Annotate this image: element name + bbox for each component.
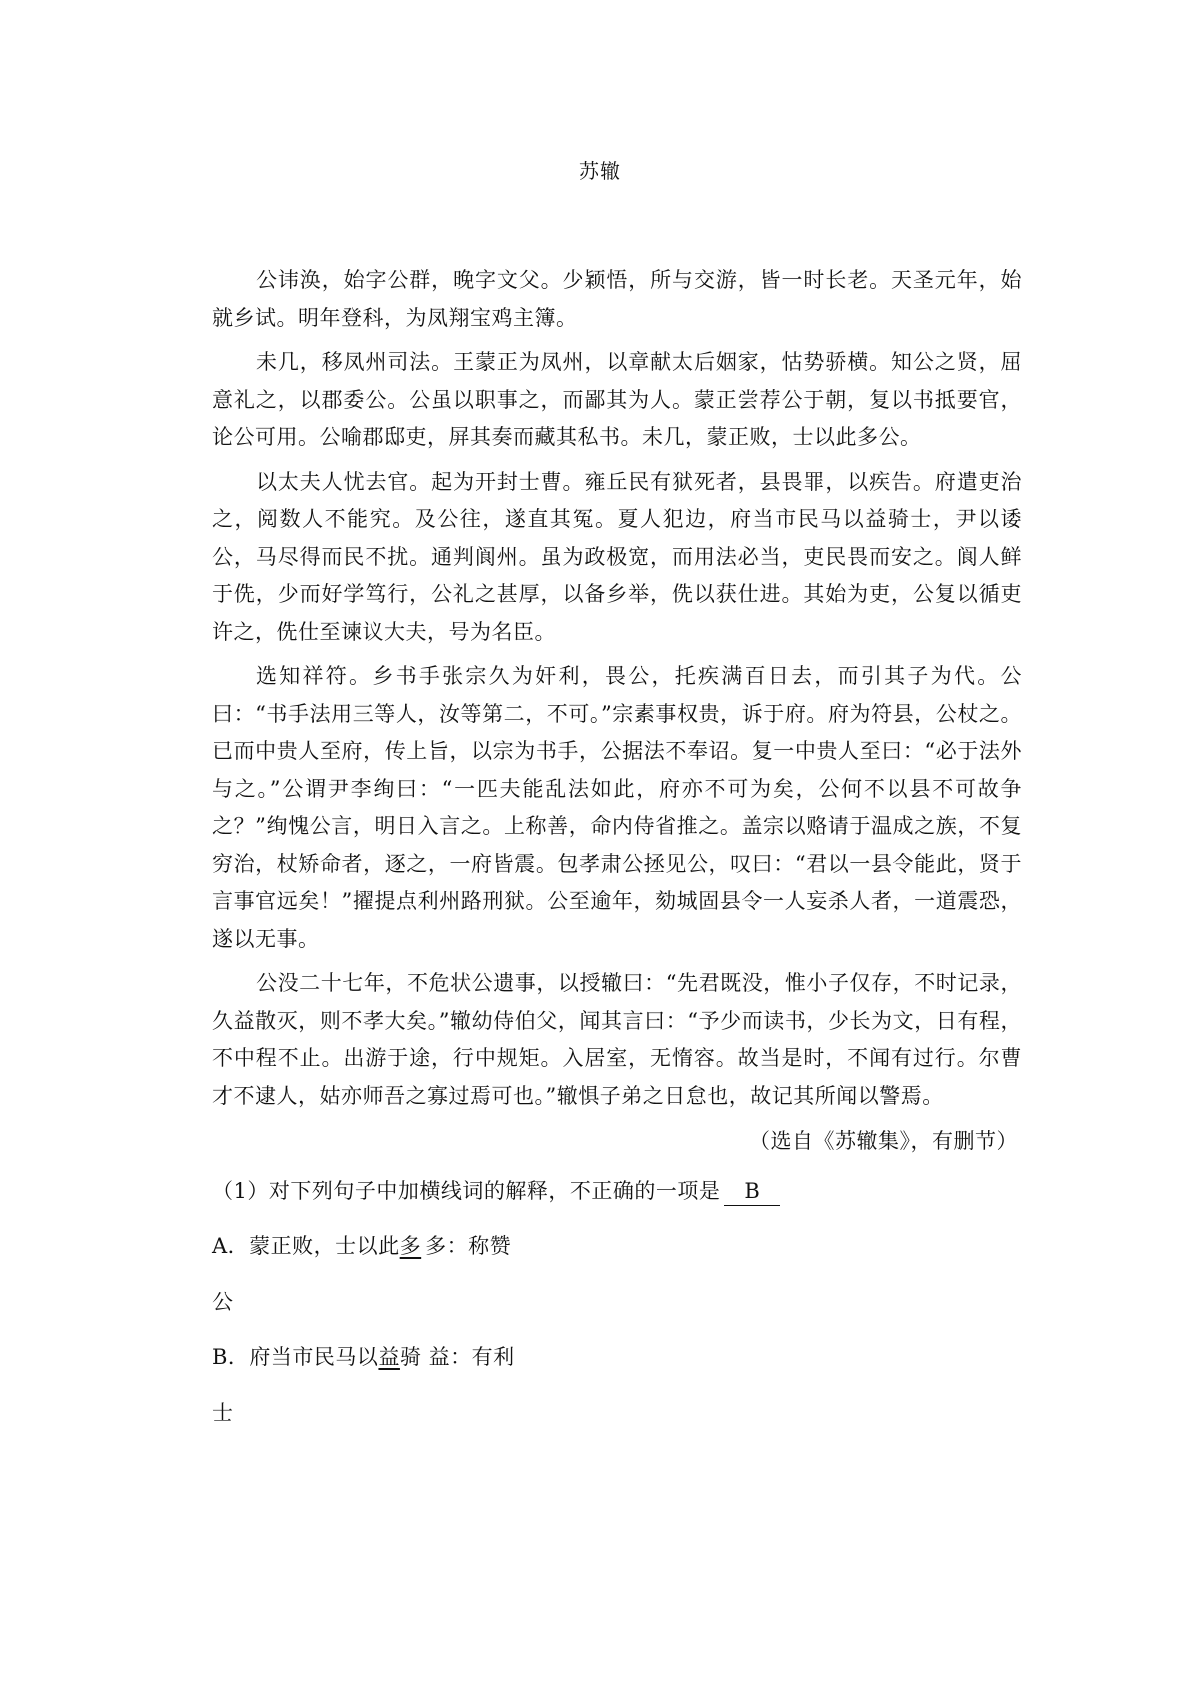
document-title: 苏辙	[579, 159, 621, 183]
option-b-continuation: 士	[212, 1400, 234, 1425]
option-a-underlined-word: 多	[399, 1234, 422, 1258]
article-paragraph-3: 以太夫人忧去官。起为开封士曹。雍丘民有狱死者，县畏罪，以疾告。府遣吏治之，阅数人不能究。及公往，遂直其冤。夏人犯边，府当市民马以益骑士，尹以诿公，马尽得而民不扰。通判阆州。虽为政极宽，而用法必当，吏民畏而安之。阆人鲜于侁，少而好学笃行，公礼之甚厚，以备乡举，侁以获仕进。其始为吏，公复以循吏许之，侁仕至谏议大夫，号为名臣。	[212, 469, 1022, 644]
option-b-underlined-word: 益	[378, 1345, 400, 1369]
option-b-text: B．府当市民马以	[212, 1345, 379, 1369]
article-paragraph-5: 公没二十七年，不危状公遗事，以授辙曰：“先君既没，惟小子仅存，不时记录，久益散灭，则不孝大矣。”辙幼侍伯父，闻其言曰：“予少而读书，少长为文，日有程，不中程不止。出游于途，行中规矩。入居室，无惰容。故当是时，不闻有过行。尔曹才不逮人，姑亦师吾之寡过焉可也。”辙惧子弟之日怠也，故记其所闻以警焉。	[212, 971, 1022, 1108]
article-body	[212, 262, 1022, 1432]
article-paragraph-1: 公讳涣，始字公群，晚字文父。少颖悟，所与交游，皆一时长老。天圣元年，始就乡试。明年登科，为凤翔宝鸡主簿。	[212, 268, 1022, 330]
option-a	[212, 1228, 1022, 1266]
option-b-explanation: 骑 益：有利	[399, 1345, 515, 1369]
option-a-explanation: 多：称赞	[425, 1234, 512, 1258]
question-1	[212, 1173, 1022, 1211]
option-a-text: A．蒙正败，士以此	[212, 1234, 400, 1258]
question-answer: B	[724, 1177, 780, 1206]
article-paragraph-2: 未几，移凤州司法。王蒙正为凤州，以章献太后姻家，怙势骄横。知公之贤，屈意礼之，以郡委公。公虽以职事之，而鄙其为人。蒙正尝荐公于朝，复以书抵要官，论公可用。公喻郡邸吏，屏其奏而藏其私书。未几，蒙正败，士以此多公。	[212, 350, 1022, 449]
article-paragraph-4: 选知祥符。乡书手张宗久为奸利，畏公，托疾满百日去，而引其子为代。公曰：“书手法用三等人，汝等第二，不可。”宗素事权贵，诉于府。府为符县，公杖之。已而中贵人至府，传上旨，以宗为书手，公据法不奉诏。复一中贵人至曰：“必于法外与之。”公谓尹李绚曰：“一匹夫能乱法如此，府亦不可为矣，公何不以县不可故争之？”绚愧公言，明日入言之。上称善，命内侍省推之。盖宗以赂请于温成之族，不复穷治，杖矫命者，逐之，一府皆震。包孝肃公拯见公，叹曰：“君以一县令能此，贤于言事官远矣！”擢提点利州路刑狱。公至逾年，劾城固县令一人妄杀人者，一道震恐，遂以无事。	[212, 664, 1022, 951]
source-citation: （选自《苏辙集》，有删节）	[749, 1129, 1018, 1153]
option-a-continuation: 公	[212, 1289, 234, 1314]
question-prompt: （1）对下列句子中加横线词的解释，不正确的一项是	[212, 1178, 721, 1203]
option-b	[212, 1339, 1022, 1377]
